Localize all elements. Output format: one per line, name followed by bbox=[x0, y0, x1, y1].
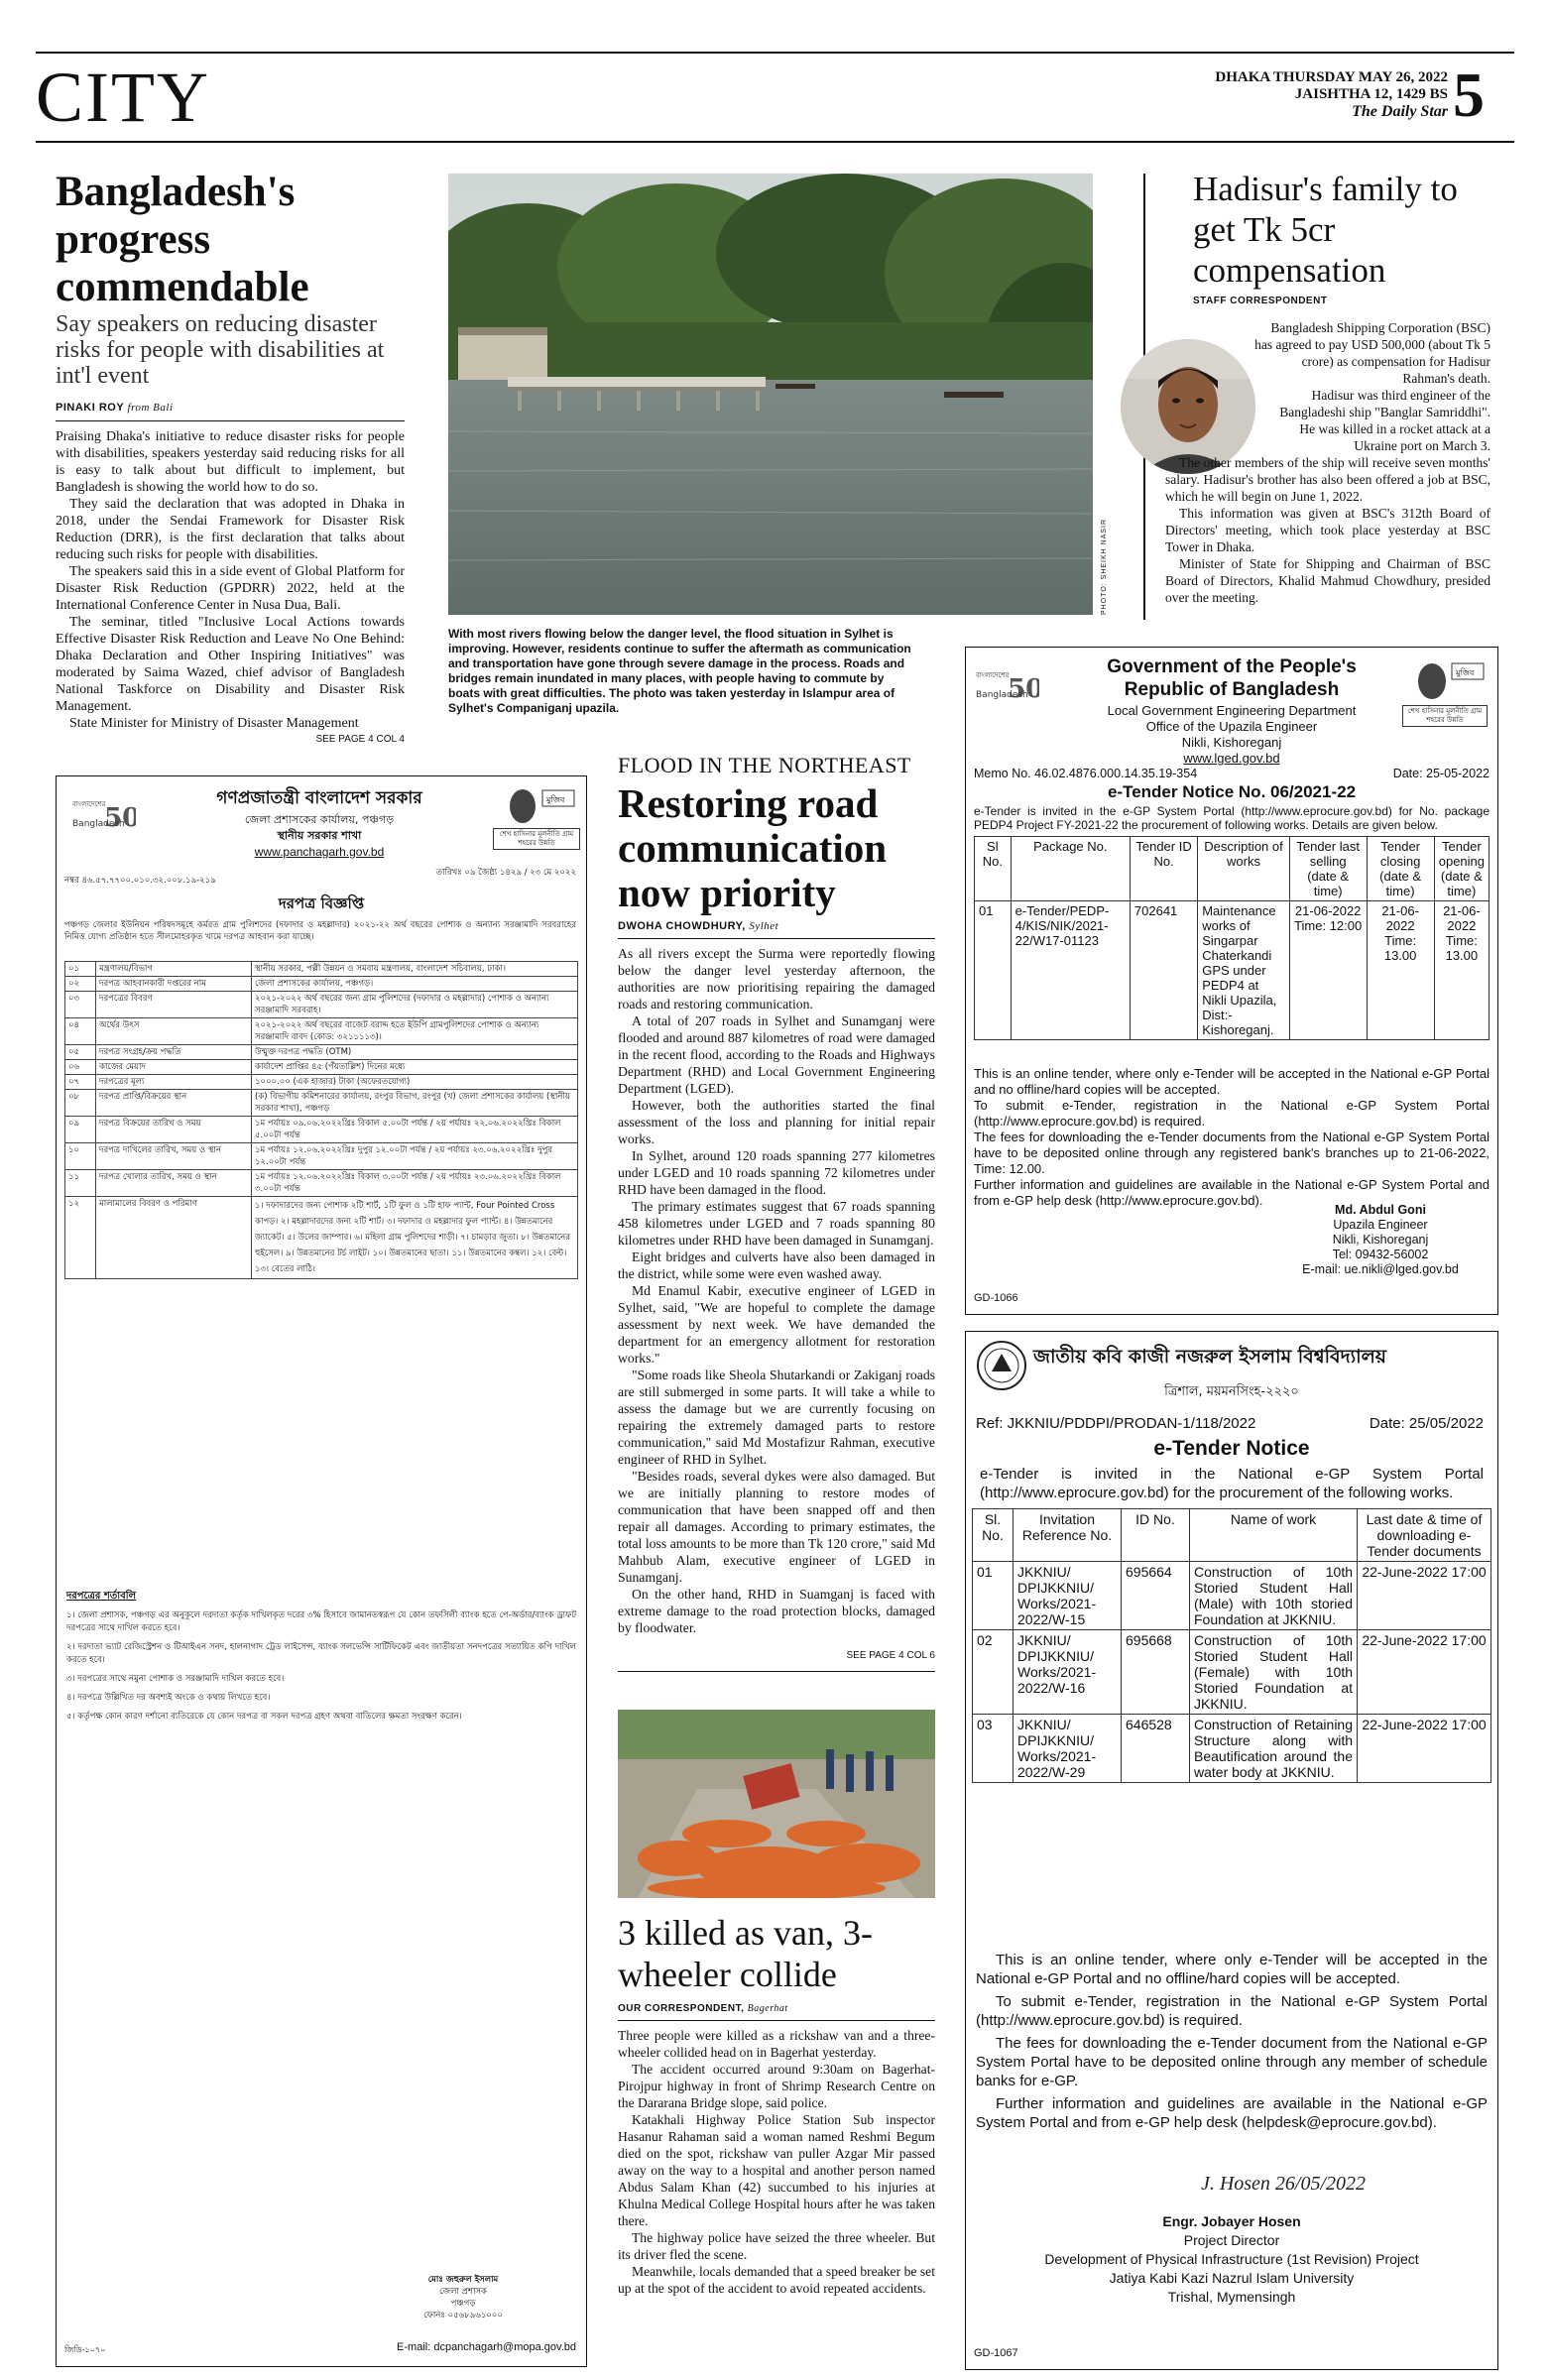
panchagarh-terms bbox=[66, 1609, 576, 1724]
panchagarh-cell: ০৩ bbox=[65, 992, 96, 1018]
mujib-portrait-icon bbox=[493, 784, 580, 824]
lged-signer-place: Nikli, Kishoreganj bbox=[1332, 1233, 1429, 1247]
lged-cell: 21-06-2022 Time: 12:00 bbox=[1289, 901, 1367, 1040]
story2-body bbox=[1165, 319, 1490, 606]
lged-intro: e-Tender is invited in the e-GP System Portal (http://www.eprocure.gov.bd) for No. package PEDP4 Project FY-2021-22 the procurement of following works. Details are given below. bbox=[974, 804, 1490, 832]
jkkniu-col-reference: Invitation Reference No. bbox=[1013, 1509, 1122, 1562]
panchagarh-office: জেলা প্রশাসকের কার্যালয়, পঞ্চগড় bbox=[244, 813, 395, 826]
story3-paragraph: "Besides roads, several dykes were also damaged. But we are initially planning to restore modes of communication that have been snapped off and then repair all damages. According to primary estimates, the total loss amounts to be more than Tk 120 crore," said Md Mahbub Alam, executive engineer of LGED in Sunamganj. bbox=[618, 1469, 935, 1585]
panchagarh-notice-title: দরপত্র বিজ্ঞপ্তি bbox=[278, 894, 365, 912]
lged-note: To submit e-Tender, registration in the National e-GP System Portal (http://www.eprocure.gov.bd) is required. bbox=[974, 1098, 1490, 1129]
lged-table-header bbox=[975, 837, 1490, 901]
svg-text:মুজিব: মুজিব bbox=[546, 795, 565, 804]
jkkniu-col-work: Name of work bbox=[1190, 1509, 1358, 1562]
jkkniu-signature-block bbox=[966, 2212, 1497, 2307]
story4-paragraph: The accident occurred around 9:30am on Bagerhat-Pirojpur highway in front of Shrimp Research Centre on the Dararana Bridge slope, said police. bbox=[618, 2062, 935, 2110]
svg-text:বাংলাদেশের: বাংলাদেশের bbox=[72, 800, 106, 808]
jkkniu-signer-org: Jatiya Kabi Kazi Nazrul Islam University bbox=[1109, 2270, 1355, 2286]
jkkniu-signer-place: Trishal, Mymensingh bbox=[1167, 2289, 1296, 2305]
jkkniu-cell: 695668 bbox=[1122, 1630, 1190, 1715]
lged-cell: Maintenance works of Singarpar Chaterkandi GPS under PEDP4 at Nikli Upazila, Dist:- Kishoreganj. bbox=[1198, 901, 1290, 1040]
jkkniu-note: To submit e-Tender, registration in the National e-GP System Portal (http://www.eprocure.gov.bd) is required. bbox=[976, 1993, 1488, 2029]
lged-col-closing: Tender closing (date & time) bbox=[1367, 837, 1434, 901]
header-bottom-rule bbox=[36, 141, 1514, 143]
table-row bbox=[65, 962, 578, 977]
story3-jump: SEE PAGE 4 COL 6 bbox=[846, 1650, 935, 1661]
jkkniu-cell: 22-June-2022 17:00 bbox=[1358, 1715, 1491, 1783]
panchagarh-term: ১। জেলা প্রশাসক, পঞ্চগড় এর অনুকূলে দরদাতা কর্তৃক দাখিলকৃত দরের ৩% হিসাবে জামানতস্বরূপ যে কোন তফসিলী ব্যাংক হতে পে-অর্ডার/ব্যাংক ড্রাফট দরপত্রের সাথে দাখিল করতে হবে। bbox=[66, 1610, 576, 1633]
mujib-badge bbox=[1402, 657, 1488, 727]
jkkniu-col-deadline: Last date & time of downloading e-Tender documents bbox=[1358, 1509, 1491, 1562]
panchagarh-cell: ১ম পর্যায়ঃ ১২.০৬.২০২২খ্রিঃ দুপুর ১২.০০টা পর্যন্ত / ২য় পর্যায়ঃ ২৩.০৬.২০২২খ্রিঃ দুপুর ১২.০০টা পর্যন্ত bbox=[252, 1143, 578, 1170]
jkkniu-cell: Construction of Retaining Structure along with Beautification around the water body at JKKNIU. bbox=[1190, 1715, 1358, 1783]
panchagarh-cell: ১০০০.০০ (এক হাজার) টাকা (অফেরতযোগ্য) bbox=[252, 1075, 578, 1090]
lged-notice-title: e-Tender Notice No. 06/2021-22 bbox=[1107, 782, 1357, 801]
story4-headline: 3 killed as van, 3-wheeler collide bbox=[618, 1913, 873, 1994]
story4-paragraph: Meanwhile, locals demanded that a speed breaker be set up at the spot of the accident to avoid repeated accidents. bbox=[618, 2264, 935, 2296]
accident-photo bbox=[618, 1710, 935, 1898]
svg-text:50: 50 bbox=[104, 803, 136, 833]
panchagarh-signature-block bbox=[354, 2274, 572, 2321]
panchagarh-tender-ad bbox=[56, 775, 587, 2367]
story3-paragraph: However, both the authorities started the final assessment of the loss and planning for initial repair works. bbox=[618, 1098, 935, 1146]
lged-office-block bbox=[1065, 703, 1398, 767]
panchagarh-cell: স্থানীয় সরকার, পল্লী উন্নয়ন ও সমবায় মন্ত্রণালয়, বাংলাদেশ সচিবালয়, ঢাকা। bbox=[252, 962, 578, 977]
story3-paragraph: "Some roads like Sheola Shutarkandi or Zakiganj roads are still submerged in some parts. It will take a while to assess the damage but we are currently focusing on repairing the extremely damaged parts to restore communication," said Md Mostafizur Rahman, executive engineer of RHD in Sylhet. bbox=[618, 1368, 935, 1467]
table-row bbox=[65, 1018, 578, 1045]
story3-kicker: FLOOD IN THE NORTHEAST bbox=[618, 753, 911, 777]
bangladesh-50-logo bbox=[70, 786, 136, 836]
story3-headline: Restoring road communication now priority bbox=[618, 780, 888, 915]
panchagarh-cell: উন্মুক্ত দরপত্র পদ্ধতি (OTM) bbox=[252, 1045, 578, 1060]
lged-title bbox=[1065, 655, 1398, 701]
story4-location: Bagerhat bbox=[747, 2003, 788, 2014]
panchagarh-cell: দরপত্র সংগ্রহ/ক্রয় পদ্ধতি bbox=[96, 1045, 252, 1060]
date-line bbox=[1131, 69, 1448, 120]
panchagarh-cell: দরপত্রের বিবরণ bbox=[96, 992, 252, 1018]
jkkniu-note: Further information and guidelines are available in the National e-GP System Portal and from e-GP help desk (helpdesk@eprocure.gov.bd). bbox=[976, 2095, 1488, 2131]
panchagarh-cell: ০৭ bbox=[65, 1075, 96, 1090]
story3-body bbox=[618, 945, 935, 1636]
story1-rule bbox=[56, 420, 405, 421]
table-row bbox=[65, 1170, 578, 1197]
panchagarh-website-link[interactable]: www.panchagarh.gov.bd bbox=[254, 845, 385, 859]
jkkniu-cell: 695664 bbox=[1122, 1562, 1190, 1630]
jkkniu-col-id: ID No. bbox=[1122, 1509, 1190, 1562]
table-row bbox=[65, 977, 578, 992]
panchagarh-cell: ১ম পর্যায়ঃ ১২.০৬.২০২২খ্রিঃ বিকাল ৩.০০টা পর্যন্ত / ২য় পর্যায়ঃ ২৩.০৬.২০২২খ্রিঃ বিকাল ৩.০০টা পর্যন্ত bbox=[252, 1170, 578, 1197]
story1-body bbox=[56, 428, 405, 732]
lged-col-package: Package No. bbox=[1011, 837, 1130, 901]
story1-subhead: Say speakers on reducing disaster risks for people with disabilities at int'l event bbox=[56, 311, 385, 389]
lged-note: This is an online tender, where only e-Tender will be accepted in the National e-GP Portal and no offline/hard copies will be accepted. bbox=[974, 1066, 1490, 1097]
panchagarh-phone: ফোনঃ ০৫৬৮৯৬১০০০ bbox=[423, 2311, 503, 2320]
panchagarh-intro: পঞ্চগড় জেলার ইউনিয়ন পরিষদসমূহে কর্মরত গ্রাম পুলিশদের (দফাদার ও মহল্লাদার) ২০২১-২২ অর্থ বছরের পোশাক ও অন্যান্য সরঞ্জামাদি সরবরাহের নিমিত্ত যোগ্য প্রতিষ্ঠান হতে সীলমোহরকৃত খামে দরপত্র আহবান করা যাচ্ছে। bbox=[64, 920, 576, 942]
story2-byline: STAFF CORRESPONDENT bbox=[1193, 296, 1328, 306]
story3-location: Sylhet bbox=[749, 920, 779, 932]
accident-scene-image bbox=[618, 1710, 935, 1898]
table-row bbox=[65, 992, 578, 1018]
panchagarh-badge-text: শেখ হাসিনার মূলনীতি গ্রাম শহরের উন্নতি bbox=[493, 828, 580, 850]
panchagarh-cell: ০৪ bbox=[65, 1018, 96, 1045]
jkkniu-notice-title: e-Tender Notice bbox=[1153, 1437, 1310, 1460]
mujib-portrait-icon bbox=[1402, 657, 1488, 701]
jkkniu-cell: 03 bbox=[973, 1715, 1013, 1783]
story4-body bbox=[618, 2027, 935, 2297]
story1-location: from Bali bbox=[127, 402, 174, 414]
jkkniu-tender-ad bbox=[965, 1331, 1498, 2370]
panchagarh-cell: ০৮ bbox=[65, 1090, 96, 1117]
panchagarh-cell: মন্ত্রণালয়/বিভাগ bbox=[96, 962, 252, 977]
lged-gd-code: GD-1066 bbox=[974, 1292, 1018, 1304]
svg-text:50: 50 bbox=[1008, 674, 1039, 704]
panchagarh-cell: দরপত্রের মূল্য bbox=[96, 1075, 252, 1090]
panchagarh-cell: ২০২১-২০২২ অর্থ বছরের জন্য গ্রাম পুলিশদের (দফাদার ও মহল্লাদার) পোশাক ও অন্যান্য সরঞ্জামাদি সরবরাহ। bbox=[252, 992, 578, 1018]
jkkniu-cell: 646528 bbox=[1122, 1715, 1190, 1783]
lged-col-sl: Sl No. bbox=[975, 837, 1012, 901]
panchagarh-terms-title: দরপত্রের শর্তাবলি bbox=[66, 1591, 137, 1602]
svg-text:Bangladesh: Bangladesh bbox=[72, 819, 125, 829]
lged-col-opening: Tender opening (date & time) bbox=[1434, 837, 1489, 901]
story2-paragraph: Minister of State for Shipping and Chairman of BSC Board of Directors, Khalid Mahmud Chowdhury, presided over the meeting. bbox=[1165, 556, 1490, 605]
jkkniu-signer: Engr. Jobayer Hosen bbox=[1162, 2213, 1301, 2229]
jkkniu-cell: Construction of 10th Storied Student Hall (Female) with 10th Storied Foundation at JKKNIU. bbox=[1190, 1630, 1358, 1715]
table-row bbox=[65, 1117, 578, 1143]
table-row bbox=[973, 1630, 1491, 1715]
lged-office: Office of the Upazila Engineer bbox=[1145, 719, 1318, 734]
date-english: DHAKA THURSDAY MAY 26, 2022 bbox=[1215, 69, 1448, 85]
bangladesh-50-logo bbox=[974, 657, 1039, 707]
panchagarh-cell: দরপত্র প্রাপ্তি/বিক্রয়ের স্থান bbox=[96, 1090, 252, 1117]
panchagarh-term: ৪। দরপত্রে উল্লিখিত দর অবশ্যই অংকে ও কথায় লিখতে হবে। bbox=[66, 1693, 271, 1703]
table-row bbox=[973, 1562, 1491, 1630]
panchagarh-date: তারিখঃ ০৯ জৈষ্ঠ্য ১৪২৯ / ২৩ মে ২০২২ bbox=[435, 868, 576, 878]
story2-paragraph: Bangladesh Shipping Corporation (BSC) has agreed to pay USD 500,000 (about Tk 5 crore) as compensation for Hadisur Rahman's death. bbox=[1254, 320, 1490, 386]
lged-cell: 01 bbox=[975, 901, 1012, 1040]
lged-col-description: Description of works bbox=[1198, 837, 1290, 901]
svg-text:Bangladesh: Bangladesh bbox=[976, 690, 1028, 700]
story3-paragraph: As all rivers except the Surma were reportedly flowing below the danger level yesterday afternoon, the authorities are now prioritising repairing the damaged roads and restoring communication. bbox=[618, 946, 935, 1012]
jkkniu-cell: JKKNIU/ DPIJKKNIU/ Works/2021- 2022/W-16 bbox=[1013, 1630, 1122, 1715]
lged-location: Nikli, Kishoreganj bbox=[1181, 735, 1282, 750]
panchagarh-cell: ০১ bbox=[65, 962, 96, 977]
table-row bbox=[973, 1715, 1491, 1783]
lged-cell: 21-06-2022 Time: 13.00 bbox=[1434, 901, 1489, 1040]
panchagarh-signer-title: জেলা প্রশাসক bbox=[439, 2287, 487, 2297]
panchagarh-table bbox=[64, 961, 578, 1279]
jkkniu-tender-table bbox=[972, 1508, 1491, 1783]
svg-text:মুজিব: মুজিব bbox=[1456, 668, 1475, 677]
panchagarh-memo: নম্বর ৪৬.৫৭.৭৭০০.০১০.৩২.০০৮.১৯-২১৯ bbox=[64, 876, 216, 886]
jkkniu-date: Date: 25/05/2022 bbox=[1369, 1415, 1484, 1432]
panchagarh-cell: অর্থের উৎস bbox=[96, 1018, 252, 1045]
panchagarh-term: ২। দরদাতা ভ্যাট রেজিস্ট্রেশন ও টিআইএন সনদ, হালনাগাদ ট্রেড লাইসেন্স, ব্যাংক সলভেন্সি সার্টিফিকেট এবং জাতীয়তা সনদপত্রের সত্যায়িত কপি দাখিল করতে হবে। bbox=[66, 1642, 576, 1665]
top-rule bbox=[36, 52, 1514, 54]
panchagarh-cell: কাজের মেয়াদ bbox=[96, 1060, 252, 1075]
lged-col-tender-id: Tender ID No. bbox=[1130, 837, 1197, 901]
story1-author: PINAKI ROY bbox=[56, 402, 124, 414]
story3-paragraph: Eight bridges and culverts have also been damaged in the district, while some were even washed away. bbox=[618, 1250, 935, 1281]
panchagarh-cell: জেলা প্রশাসকের কার্যালয়, পঞ্চগড়। bbox=[252, 977, 578, 992]
panchagarh-cell: ০৫ bbox=[65, 1045, 96, 1060]
panchagarh-cell: ০৬ bbox=[65, 1060, 96, 1075]
flood-photo bbox=[448, 174, 1093, 615]
story2-paragraph: The other members of the ship will receive seven months' salary. Hadisur's brother has also been offered a job at BSC, which he will begin on June 1, 2022. bbox=[1165, 455, 1490, 504]
lged-col-selling: Tender last selling (date & time) bbox=[1289, 837, 1367, 901]
panchagarh-cell: (ক) বিভাগীয় কমিশনারের কার্যালয়, রংপুর বিভাগ, রংপুর (খ) জেলা প্রশাসকের কার্যালয় (স্থানীয় সরকার শাখা), পঞ্চগড় bbox=[252, 1090, 578, 1117]
panchagarh-term: ৩। দরপত্রের সাথে নমুনা পোশাক ও সরঞ্জামাদি দাখিল করতে হবে। bbox=[66, 1674, 285, 1684]
jkkniu-gd-code: GD-1067 bbox=[974, 2347, 1018, 2359]
lged-date: Date: 25-05-2022 bbox=[1392, 767, 1490, 780]
lged-cell: 702641 bbox=[1130, 901, 1197, 1040]
lged-title-line2: Republic of Bangladesh bbox=[1124, 679, 1340, 700]
table-row bbox=[65, 1090, 578, 1117]
jkkniu-ref: Ref: JKKNIU/PDDPI/PRODAN-1/118/2022 bbox=[976, 1415, 1256, 1432]
jkkniu-note: The fees for downloading the e-Tender document from the National e-GP System Portal have to be deposited online through any member of schedule banks for e-GP. bbox=[976, 2035, 1488, 2089]
panchagarh-section: স্থানীয় সরকার শাখা bbox=[277, 829, 362, 842]
story1-paragraph: The seminar, titled "Inclusive Local Actions towards Effective Disaster Risk Reduction and Leave No One Behind: Dhaka Declaration and Other Inspiring Initiatives" was moderated by Saima Wazed, chief advisor of Bangladesh National Taskforce on Disability and Disaster Risk Management. bbox=[56, 615, 405, 714]
table-row bbox=[975, 901, 1490, 1040]
mujib-badge bbox=[493, 784, 580, 850]
lged-tender-ad bbox=[965, 647, 1498, 1315]
lged-note: The fees for downloading the e-Tender documents from the National e-GP System Portal have to be deposited online through any registered bank's branches up to 21-06-2022, Time: 12.00. bbox=[974, 1130, 1490, 1176]
story2-paragraph: Hadisur was third engineer of the Bangladeshi ship "Banglar Samriddhi". He was killed in a rocket attack at a Ukraine port on March 3. bbox=[1279, 388, 1490, 453]
table-row bbox=[65, 1143, 578, 1170]
panchagarh-code: জিডি-১০৭০ bbox=[64, 2345, 106, 2354]
panchagarh-cell: ০৯ bbox=[65, 1117, 96, 1143]
lged-memo: Memo No. 46.02.4876.000.14.35.19-354 bbox=[974, 767, 1198, 780]
jkkniu-cell: 22-June-2022 17:00 bbox=[1358, 1630, 1491, 1715]
jkkniu-col-sl: Sl. No. bbox=[973, 1509, 1013, 1562]
svg-text:বাংলাদেশের: বাংলাদেশের bbox=[976, 671, 1010, 679]
lged-website-link[interactable]: www.lged.gov.bd bbox=[1183, 751, 1280, 766]
panchagarh-cell: দরপত্র আহবানকারী দপ্তরের নাম bbox=[96, 977, 252, 992]
story1-paragraph: State Minister for Ministry of Disaster Management bbox=[69, 716, 359, 731]
panchagarh-cell: দরপত্র বিক্রয়ের তারিখ ও সময় bbox=[96, 1117, 252, 1143]
bangladesh-50-icon bbox=[70, 786, 136, 836]
photo-caption: With most rivers flowing below the danger level, the flood situation in Sylhet is improving. However, residents continue to suffer the aftermath as communication and transportation have gone through severe damage in the process. Roads and bridges remain inundated in many places, with people having to commute by boats with great difficulties. The photo was taken yesterday in Islampur area of Sylhet's Companiganj upazila. bbox=[448, 627, 911, 715]
jkkniu-cell: 22-June-2022 17:00 bbox=[1358, 1562, 1491, 1630]
story4-rule bbox=[618, 2020, 935, 2021]
lged-badge-text: শেখ হাসিনার মূলনীতি গ্রাম শহরের উন্নতি bbox=[1402, 705, 1488, 727]
panchagarh-title-bn: গণপ্রজাতন্ত্রী বাংলাদেশ সরকার bbox=[216, 788, 422, 808]
lged-notes bbox=[974, 1066, 1490, 1209]
lged-email[interactable]: E-mail: ue.nikli@lged.gov.bd bbox=[1302, 1262, 1459, 1276]
panchagarh-office-block bbox=[146, 812, 493, 860]
jkkniu-cell: JKKNIU/ DPIJKKNIU/ Works/2021- 2022/W-15 bbox=[1013, 1562, 1122, 1630]
lged-cell: 21-06-2022 Time: 13.00 bbox=[1367, 901, 1434, 1040]
panchagarh-cell: ০২ bbox=[65, 977, 96, 992]
lged-tender-table bbox=[974, 836, 1490, 1040]
story3-paragraph: In Sylhet, around 120 roads spanning 277 kilometres under LGED and 10 roads spanning 72 kilometres under RHD have been damaged in the flood. bbox=[618, 1148, 935, 1197]
story3-paragraph: The primary estimates suggest that 67 roads spanning 458 kilometres under LGED and 7 roads spanning 80 kilometres under RHD have been damaged in Sunamganj. bbox=[618, 1199, 935, 1248]
story1-jump: SEE PAGE 4 COL 4 bbox=[315, 734, 405, 745]
table-row bbox=[65, 1060, 578, 1075]
story4-paragraph: Katakhali Highway Police Station Sub inspector Hasanur Rahaman said a woman named Reshmi Begum died on the spot, rickshaw van puller Azgar Mir passed away on the way to a hospital and another person named Abdus Salam Khan (42) succumbed to his injuries at Khulna Medical College Hospital hours after he was taken there. bbox=[618, 2112, 935, 2228]
jkkniu-signature: J. Hosen 26/05/2022 bbox=[1200, 2173, 1367, 2195]
lged-signer-title: Upazila Engineer bbox=[1333, 1218, 1428, 1232]
lged-cell: e-Tender/PEDP-4/KIS/NIK/2021-22/W17-01123 bbox=[1011, 901, 1130, 1040]
jkkniu-cell: 02 bbox=[973, 1630, 1013, 1715]
story1-headline: Bangladesh's progress commendable bbox=[56, 169, 309, 310]
story3-author: DWOHA CHOWDHURY, bbox=[618, 920, 746, 932]
jkkniu-cell: 01 bbox=[973, 1562, 1013, 1630]
story4-paragraph: The highway police have seized the three wheeler. But its driver fled the scene. bbox=[618, 2230, 935, 2262]
masthead-logo: The Daily Star bbox=[1352, 103, 1448, 120]
story4-byline bbox=[618, 2003, 788, 2014]
story1-byline bbox=[56, 402, 174, 414]
panchagarh-cell: ১। দফাদারদের জন্য পোশাক ২টি শার্ট, ১টি ফুল ও ১টি হাফ প্যান্ট, Four Pointed Cross কাপড়। ২। মহল্লাদারদের জন্য ২টি শার্ট। ৩। দফাদার ও মহল্লাদার ফুল প্যান্ট। ৪। উন্নতমানের জ্যাকেট। ৫। উলের জাম্পার। ৬। মহিলা গ্রাম পুলিশদের শাড়ী। ৭। চামড়ার জুতা। ৮। উন্নতমানের হুইসেল। ৯। উন্নতমানের টর্চ লাইট। ১০। উন্নতমানের ছাতা। ১১। উন্নতমানের কম্বল। ১২। বেল্ট। ১৩। বেতের লাঠি। bbox=[252, 1197, 578, 1279]
panchagarh-cell: ২০২১-২০২২ অর্থ বছরের বাজেট বরাদ্দ হতে ইউপি গ্রামপুলিশদের পোশাক ও অন্যান্য সরঞ্জামাদি বাবদ (কোড: ৩২১১১১৩)। bbox=[252, 1018, 578, 1045]
story4-author: OUR CORRESPONDENT, bbox=[618, 2003, 745, 2014]
jkkniu-cell: Construction of 10th Storied Student Hall (Male) with 10th storied Foundation at JKKNIU. bbox=[1190, 1562, 1358, 1630]
lged-signature-block bbox=[1281, 1203, 1480, 1277]
story1-paragraph: Praising Dhaka's initiative to reduce disaster risks for people with disabilities, speakers yesterday said reducing risks for all is easy to talk about but difficult to implement, but Bangladesh is showing the world how to do so. bbox=[56, 429, 405, 495]
panchagarh-cell: কার্যাদেশ প্রাপ্তির ৪৫ (পঁয়তাল্লিশ) দিনের মধ্যে bbox=[252, 1060, 578, 1075]
panchagarh-cell: ১২ bbox=[65, 1197, 96, 1279]
panchagarh-term: ৫। কর্তৃপক্ষ কোন কারণ দর্শানো ব্যতিরেকে যে কোন দরপত্র বা সকল দরপত্র গ্রহণ অথবা বাতিলের ক্ষমতা সংরক্ষণ করেন। bbox=[66, 1712, 462, 1722]
date-bangla: JAISHTHA 12, 1429 BS bbox=[1294, 86, 1448, 102]
jkkniu-place-bn: ত্রিশাল, ময়মনসিংহ-২২২০ bbox=[1164, 1384, 1299, 1399]
jkkniu-note: This is an online tender, where only e-Tender will be accepted in the National e-GP Portal and no offline/hard copies will be accepted. bbox=[976, 1952, 1488, 1987]
table-row bbox=[65, 1075, 578, 1090]
lged-note: Further information and guidelines are available in the National e-GP System Portal and from e-GP help desk (http://www.eprocure.gov.bd). bbox=[974, 1177, 1490, 1208]
table-row bbox=[65, 1045, 578, 1060]
lged-dept: Local Government Engineering Department bbox=[1107, 703, 1357, 718]
story3-byline bbox=[618, 920, 778, 932]
section-title: CITY bbox=[36, 58, 210, 137]
jkkniu-cell: JKKNIU/ DPIJKKNIU/ Works/2021- 2022/W-29 bbox=[1013, 1715, 1122, 1783]
jkkniu-signer-project: Development of Physical Infrastructure (1st Revision) Project bbox=[1044, 2251, 1419, 2267]
panchagarh-cell: ১ম পর্যায়ঃ ০৯.০৬.২০২২খ্রিঃ বিকাল ৫.০০টা পর্যন্ত / ২য় পর্যায়ঃ ২২.০৬.২০২২খ্রিঃ বিকাল ৫.০০টা পর্যন্ত bbox=[252, 1117, 578, 1143]
page-number: 5 bbox=[1453, 60, 1485, 130]
story3-rule bbox=[618, 938, 935, 939]
story4-paragraph: Three people were killed as a rickshaw van and a three-wheeler collided head on in Bagerhat yesterday. bbox=[618, 2028, 935, 2060]
jkkniu-title-bn: জাতীয় কবি কাজী নজরুল ইসলাম বিশ্ববিদ্যালয় bbox=[1033, 1346, 1386, 1368]
story3-paragraph: Md Enamul Kabir, executive engineer of LGED in Sylhet, said, "We are hopeful to complete the damage assessment by next week. We have demanded the department for an emergency allotment for restoration works." bbox=[618, 1283, 935, 1366]
story2-headline: Hadisur's family to get Tk 5cr compensation bbox=[1193, 170, 1458, 290]
panchagarh-cell: দরপত্র দাখিলের তারিখ, সময় ও স্থান bbox=[96, 1143, 252, 1170]
table-row bbox=[65, 1197, 578, 1279]
lged-signer: Md. Abdul Goni bbox=[1335, 1203, 1426, 1217]
story3-paragraph: On the other hand, RHD in Suamganj is faced with extreme damage to the road protection blocks, damaged by floodwater. bbox=[618, 1587, 935, 1635]
story1-paragraph: The speakers said this in a side event of Global Platform for Disaster Risk Reduction (GPDRR) 2022, held at the International Conference Center in Nusa Dua, Bali. bbox=[56, 564, 405, 613]
bangladesh-50-icon bbox=[974, 657, 1039, 707]
flood-scene-image bbox=[448, 174, 1093, 615]
panchagarh-email[interactable]: E-mail: dcpanchagarh@mopa.gov.bd bbox=[397, 2341, 576, 2353]
story2-paragraph: This information was given at BSC's 312th Board of Directors' meeting, which took place yesterday at BSC Tower in Dhaka. bbox=[1165, 506, 1490, 554]
panchagarh-cell: দরপত্র খোলার তারিখ, সময় ও স্থান bbox=[96, 1170, 252, 1197]
lged-tel: Tel: 09432-56002 bbox=[1332, 1248, 1429, 1261]
panchagarh-signer: মোঃ জহুরুল ইসলাম bbox=[427, 2275, 499, 2285]
story3-end-rule bbox=[618, 1671, 935, 1672]
story1-paragraph: They said the declaration that was adopted in Dhaka in 2018, under the Sendai Framework for Disaster Risk Reduction (DRR), is the first declaration that talks about reducing such risks for people with disabilities. bbox=[56, 497, 405, 562]
panchagarh-cell: ১০ bbox=[65, 1143, 96, 1170]
panchagarh-signer-place: পঞ্চগড় bbox=[450, 2299, 476, 2309]
jkkniu-intro: e-Tender is invited in the National e-GP System Portal (http://www.eprocure.gov.bd) for the procurement of the following works. bbox=[980, 1466, 1484, 1501]
photo-credit: PHOTO: SHEIKH NASIR bbox=[1101, 518, 1108, 615]
jkkniu-notes bbox=[976, 1951, 1488, 2132]
lged-title-line1: Government of the People's bbox=[1107, 656, 1357, 677]
jkkniu-signer-title: Project Director bbox=[1183, 2232, 1280, 2248]
panchagarh-cell: ১১ bbox=[65, 1170, 96, 1197]
story3-paragraph: A total of 207 roads in Sylhet and Sunamganj were flooded and around 887 kilometres of road were damaged in the recent flood, according to the Roads and Highways Department (RHD) and Local Government Engineering Department (LGED). bbox=[618, 1013, 935, 1096]
panchagarh-cell: মালামালের বিবরণ ও পরিমাণ bbox=[96, 1197, 252, 1279]
jkkniu-table-header bbox=[973, 1509, 1491, 1562]
